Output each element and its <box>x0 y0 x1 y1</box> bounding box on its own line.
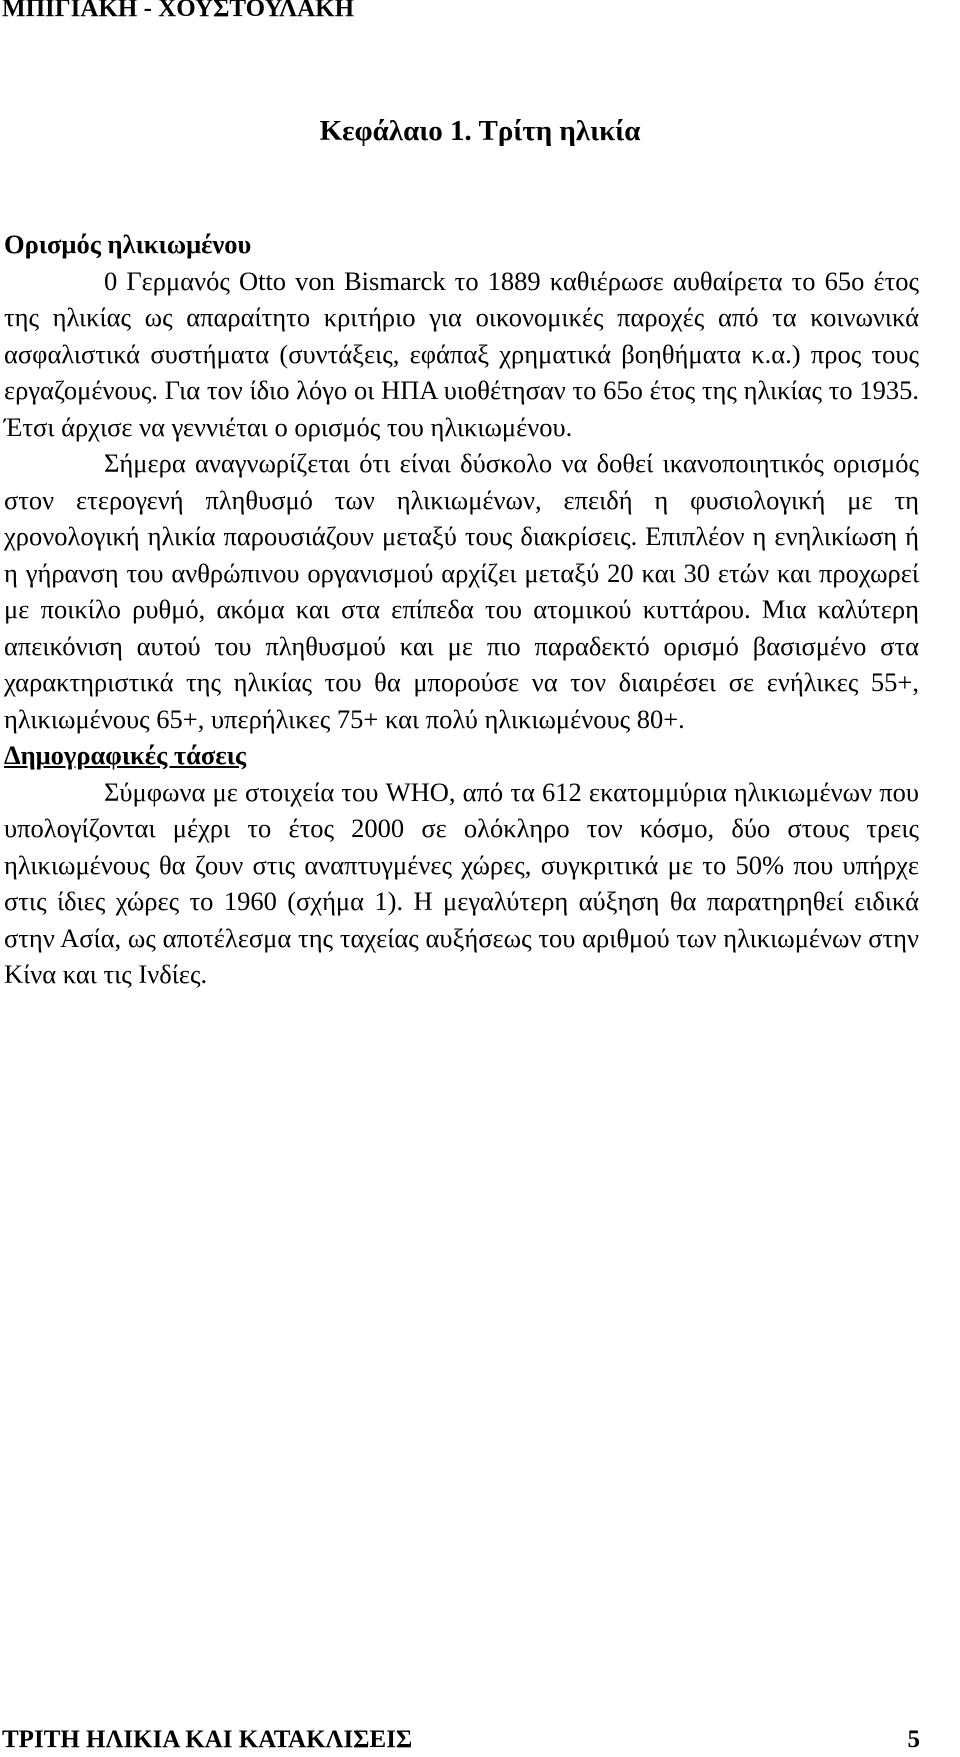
running-header: ΜΠΙΓΙΑΚΗ - ΧΟΥΣΤΟΥΛΑΚΗ <box>2 0 355 22</box>
footer-title: ΤΡΙΤΗ ΗΛΙΚΙΑ ΚΑΙ ΚΑΤΑΚΛΙΣΕΙΣ <box>2 1726 413 1753</box>
page-number: 5 <box>907 1726 920 1753</box>
paragraph-bismarck: 0 Γερμανός Otto von Bismarck το 1889 καθιέρωσε αυθαίρετα το 65ο έτος της ηλικίας ως απαραίτητο κριτήριο για οικονομικές παροχές από τα κοινωνικά ασφαλιστικά συστήματα (συντάξεις, εφάπαξ χρηματικά βοηθήματα κ.α.) προς τους εργαζομένους. Για τον ίδιο λόγο οι ΗΠΑ υιοθέτησαν το 65ο έτος της ηλικίας το 1935. Έτσι άρχισε να γεννιέται ο ορισμός του ηλικιωμένου. <box>4 265 919 442</box>
chapter-title: Κεφάλαιο 1. Τρίτη ηλικία <box>319 115 641 147</box>
section-heading-demographics: Δημογραφικές τάσεις <box>4 740 247 770</box>
section-heading-definition: Ορισμός ηλικιωμένου <box>4 229 252 259</box>
paragraph-definition-today: Σήμερα αναγνωρίζεται ότι είναι δύσκολο να δοθεί ικανοποιητικός ορισμός στον ετερογενή πληθυσμό των ηλικιωμένων, επειδή η φυσιολογική με τη χρονολογική ηλικία παρουσιάζουν μεταξύ τους διακρίσεις. Επιπλέον η ενηλικίωση ή η γήρανση του ανθρώπινου οργανισμού αρχίζει μεταξύ 20 και 30 ετών και προχωρεί με ποικίλο ρυθμό, ακόμα και στα επίπεδα του ατομικού κυττάρου. Μια καλύτερη απεικόνιση αυτού του πληθυσμού και με πιο παραδεκτό ορισμό βασισμένο στα χαρακτηριστικά της ηλικίας του θα μπορούσε να τον διαιρέσει σε ενήλικες 55+, ηλικιωμένους 65+, υπερήλικες 75+ και πολύ ηλικιωμένους 80+. <box>4 448 919 734</box>
section-definition <box>4 226 919 737</box>
document-body <box>4 226 919 993</box>
paragraph-who-statistics: Σύμφωνα με στοιχεία του WHO, από τα 612 εκατομμύρια ηλικιωμένων που υπολογίζονται μέχρι το έτος 2000 σε ολόκληρο τον κόσμο, δύο στους τρεις ηλικιωμένους θα ζουν στις αναπτυγμένες χώρες, συγκριτικά με το 50% που υπήρχε στις ίδιες χώρες το 1960 (σχήμα 1). Η μεγαλύτερη αύξηση θα παρατηρηθεί ειδικά στην Ασία, ως αποτέλεσμα της ταχείας αυξήσεως του αριθμού των ηλικιωμένων στην Κίνα και τις Ινδίες. <box>4 776 919 989</box>
section-demographics <box>4 737 919 993</box>
